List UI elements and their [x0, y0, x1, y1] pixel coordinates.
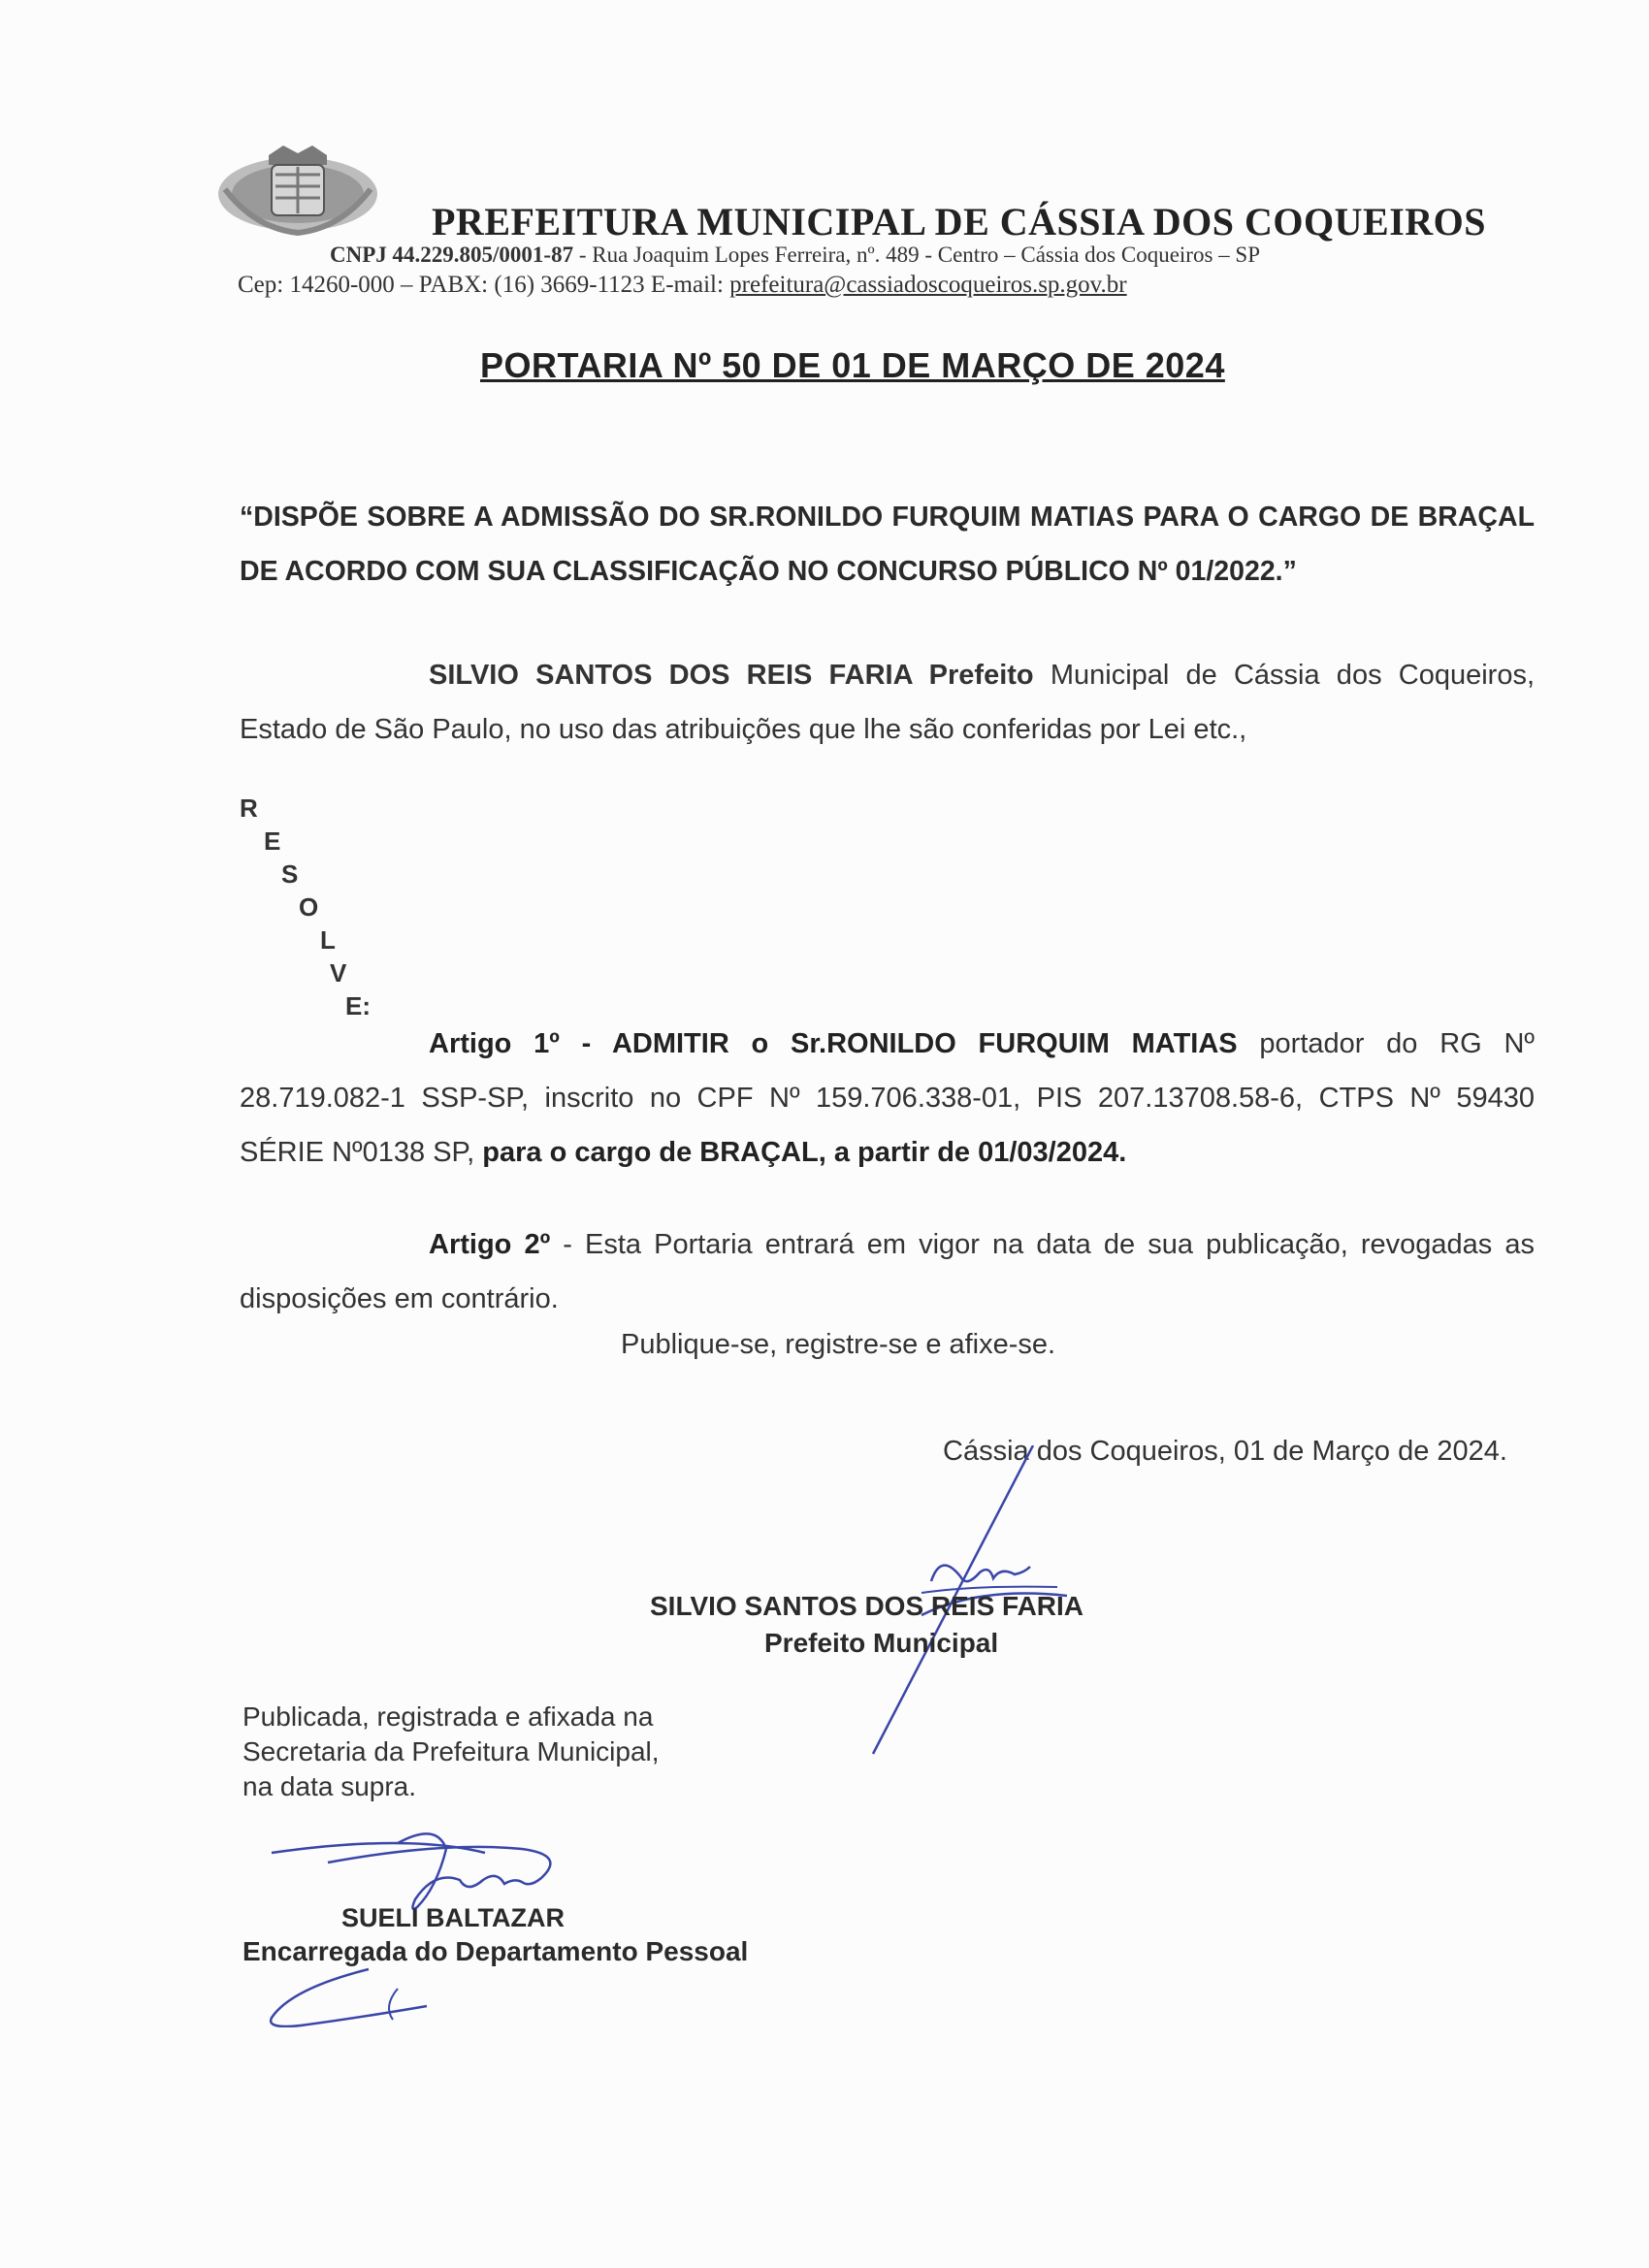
resolve-letter: S	[281, 859, 299, 889]
resolve-letter: L	[320, 925, 336, 955]
preamble-text: Municipal de Cássia dos Coqueiros, Estado de São Paulo, no uso das atribuições que lhe são conferidas por Lei etc.,	[240, 660, 1536, 745]
header-contact	[238, 272, 1402, 299]
publique-line: Publique-se, registre-se e afixe-se.	[621, 1329, 1056, 1360]
municipal-crest-icon	[215, 136, 380, 238]
preamble	[240, 648, 1535, 757]
publication-note-line: Publicada, registrada e afixada na	[242, 1701, 654, 1732]
resolve-letter: R	[240, 794, 258, 823]
signatory2-name: SUELI BALTAZAR	[341, 1903, 565, 1932]
address: - Rua Joaquim Lopes Ferreira, nº. 489 - Centro – Cássia dos Coqueiros – SP	[573, 243, 1260, 267]
artigo-1-tail: para o cargo de BRAÇAL, a partir de 01/03/2024.	[482, 1137, 1127, 1168]
contact-info: Cep: 14260-000 – PABX: (16) 3669-1123 E-mail:	[238, 272, 730, 298]
signatory-name: SILVIO SANTOS DOS REIS FARIA	[650, 1591, 1084, 1621]
publication-note-line: na data supra.	[242, 1771, 417, 1801]
email-link[interactable]: prefeitura@cassiadoscoqueiros.sp.gov.br	[729, 272, 1127, 298]
resolve-letter: O	[299, 892, 319, 922]
publication-note-line: Secretaria da Prefeitura Municipal,	[242, 1736, 660, 1766]
resolve-letter: V	[330, 958, 347, 988]
artigo-2-text: - Esta Portaria entrará em vigor na data de sua publicação, revogadas as disposições em contrário.	[240, 1229, 1536, 1314]
artigo-1-label: Artigo 1º - ADMITIR o Sr.RONILDO FURQUIM MATIAS	[429, 1028, 1238, 1059]
cnpj: CNPJ 44.229.805/0001-87	[330, 243, 574, 267]
preamble-bold: SILVIO SANTOS DOS REIS FARIA Prefeito	[429, 660, 1034, 691]
signatory2-role: Encarregada do Departamento Pessoal	[242, 1936, 749, 1966]
header-cnpj-address	[330, 243, 1455, 268]
ementa: “DISPÕE SOBRE A ADMISSÃO DO SR.RONILDO FURQUIM MATIAS PARA O CARGO DE BRAÇAL DE ACORDO COM SUA CLASSIFICAÇÃO NO CONCURSO PÚBLICO Nº 01/2022.”	[240, 502, 1535, 587]
artigo-1-text: portador do RG Nº 28.719.082-1 SSP-SP, inscrito no CPF Nº 159.706.338-01, PIS 207.13708.58-6, CTPS Nº 59430 SÉRIE Nº0138 SP,	[240, 1028, 1535, 1168]
resolve-letter: E	[264, 826, 281, 856]
signatory-role: Prefeito Municipal	[764, 1628, 999, 1658]
header-title: PREFEITURA MUNICIPAL DE CÁSSIA DOS COQUEIROS	[432, 200, 1486, 243]
artigo-2	[240, 1217, 1535, 1326]
artigo-2-label: Artigo 2º	[429, 1229, 551, 1260]
publication-note	[242, 1700, 747, 1804]
resolve-letter: E:	[345, 991, 371, 1021]
artigo-1	[240, 1017, 1535, 1180]
date-line: Cássia dos Coqueiros, 01 de Março de 2024.	[943, 1436, 1507, 1467]
document-title: PORTARIA Nº 50 DE 01 DE MARÇO DE 2024	[480, 345, 1225, 385]
